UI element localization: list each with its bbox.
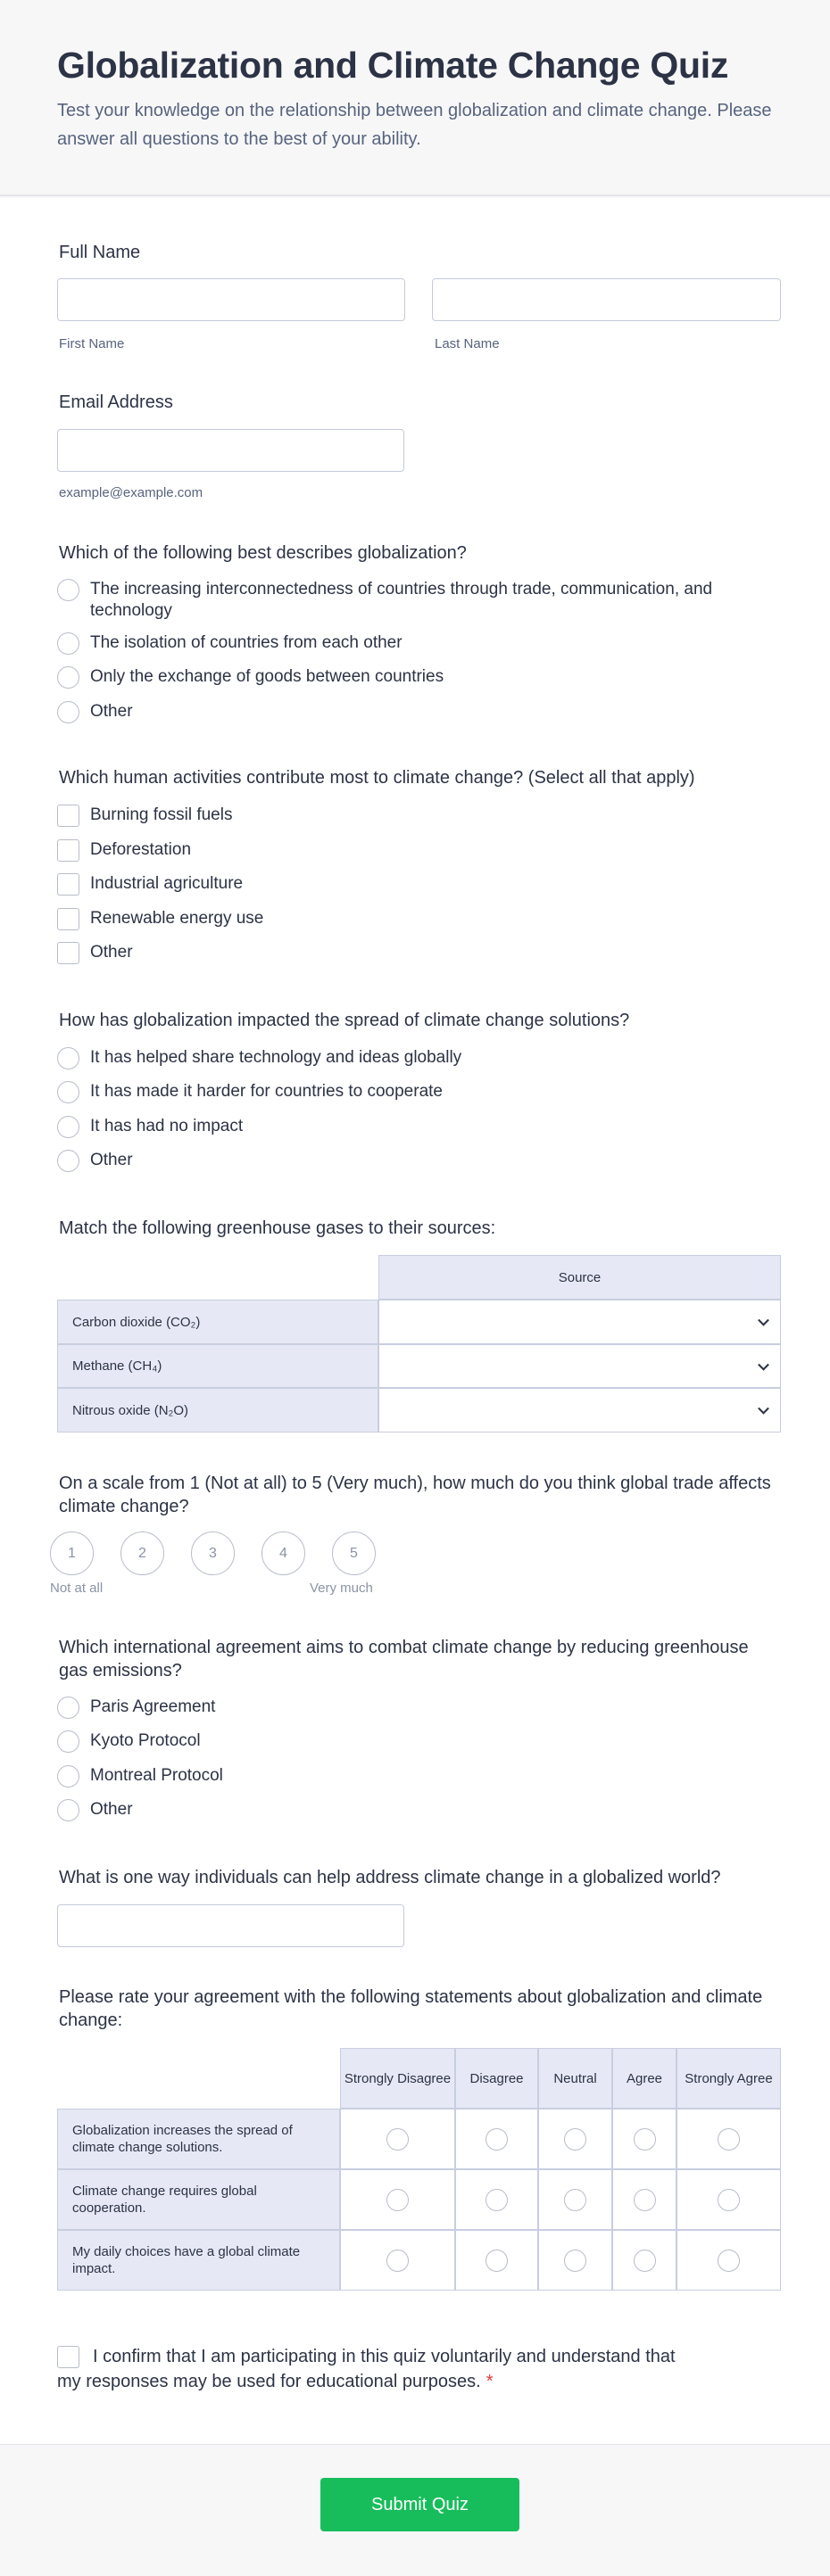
q3-option[interactable] bbox=[57, 1081, 443, 1103]
q3-question: How has globalization impacted the spread of climate change solutions? bbox=[59, 1011, 630, 1030]
matrix-cell[interactable] bbox=[340, 2109, 455, 2169]
scale-option-4[interactable]: 4 bbox=[261, 1532, 305, 1575]
q6-option-label: Kyoto Protocol bbox=[90, 1731, 201, 1750]
radio-button[interactable] bbox=[634, 2189, 656, 2211]
q1-option-label: The increasing interconnectedness of countries through trade, communication, and technology bbox=[90, 580, 713, 620]
matrix-cell[interactable] bbox=[612, 2169, 676, 2230]
q6-option[interactable] bbox=[57, 1697, 215, 1719]
chevron-down-icon bbox=[758, 1358, 769, 1370]
radio-button[interactable] bbox=[564, 2189, 586, 2211]
matrix-row-label: Carbon dioxide (CO₂) bbox=[57, 1300, 378, 1344]
checkbox[interactable] bbox=[57, 908, 79, 930]
checkbox[interactable] bbox=[57, 805, 79, 827]
radio-button[interactable] bbox=[386, 2250, 409, 2272]
radio-button[interactable] bbox=[57, 632, 79, 655]
matrix-cell[interactable] bbox=[538, 2230, 612, 2291]
radio-button[interactable] bbox=[564, 2250, 586, 2272]
radio-button[interactable] bbox=[57, 1799, 79, 1821]
q3-option-label: It has helped share technology and ideas globally bbox=[90, 1048, 462, 1067]
q3-option-label: It has had no impact bbox=[90, 1117, 244, 1135]
q2-option[interactable] bbox=[57, 942, 133, 964]
last-name-input[interactable] bbox=[432, 278, 781, 321]
q2-option-label: Deforestation bbox=[90, 840, 192, 859]
matrix-cell[interactable] bbox=[612, 2230, 676, 2291]
required-marker: * bbox=[486, 2372, 494, 2391]
q3-option[interactable] bbox=[57, 1047, 461, 1069]
q6-option[interactable] bbox=[57, 1765, 223, 1788]
q1-option[interactable] bbox=[57, 579, 751, 622]
scale-option-1[interactable]: 1 bbox=[50, 1532, 94, 1575]
matrix-column-header: Agree bbox=[612, 2048, 676, 2109]
q7-answer-input[interactable] bbox=[57, 1904, 404, 1947]
matrix-cell[interactable] bbox=[340, 2169, 455, 2230]
scale-option-2[interactable]: 2 bbox=[120, 1532, 164, 1575]
radio-button[interactable] bbox=[718, 2189, 740, 2211]
source-dropdown[interactable] bbox=[378, 1300, 781, 1344]
q1-option[interactable] bbox=[57, 701, 133, 723]
checkbox[interactable] bbox=[57, 942, 79, 964]
q2-option-label: Burning fossil fuels bbox=[90, 805, 233, 824]
radio-button[interactable] bbox=[564, 2128, 586, 2151]
first-name-sublabel: First Name bbox=[59, 336, 125, 351]
source-dropdown[interactable] bbox=[378, 1344, 781, 1388]
source-dropdown[interactable] bbox=[378, 1388, 781, 1432]
q6-option[interactable] bbox=[57, 1799, 133, 1821]
radio-button[interactable] bbox=[718, 2128, 740, 2151]
q8-question: Please rate your agreement with the following statements about globalization and climate change: bbox=[59, 1987, 763, 2030]
chevron-down-icon bbox=[758, 1315, 769, 1326]
matrix-column-header: Strongly Agree bbox=[676, 2048, 781, 2109]
q6-option-label: Montreal Protocol bbox=[90, 1766, 223, 1785]
q6-option-label: Other bbox=[90, 1800, 133, 1819]
q2-option-label: Other bbox=[90, 943, 133, 962]
radio-button[interactable] bbox=[57, 579, 79, 601]
matrix-row-label: Nitrous oxide (N₂O) bbox=[57, 1388, 378, 1432]
matrix-cell[interactable] bbox=[455, 2109, 538, 2169]
q6-question: Which international agreement aims to combat climate change by reducing greenhouse gas emissions? bbox=[59, 1638, 749, 1680]
checkbox[interactable] bbox=[57, 873, 79, 896]
q1-option-label: The isolation of countries from each other bbox=[90, 633, 403, 652]
radio-button[interactable] bbox=[57, 1730, 79, 1753]
scale-option-3[interactable]: 3 bbox=[191, 1532, 235, 1575]
checkbox[interactable] bbox=[57, 839, 79, 862]
first-name-input[interactable] bbox=[57, 278, 405, 321]
matrix-cell[interactable] bbox=[455, 2169, 538, 2230]
q5-question: On a scale from 1 (Not at all) to 5 (Very much), how much do you think global trade affects climate change? bbox=[59, 1474, 771, 1516]
q2-option[interactable] bbox=[57, 908, 263, 930]
page-subtitle: Test your knowledge on the relationship between globalization and climate change. Please answer all questions to the best of your ability. bbox=[57, 101, 772, 149]
q6-option-label: Paris Agreement bbox=[90, 1697, 216, 1716]
q4-question: Match the following greenhouse gases to their sources: bbox=[59, 1218, 496, 1238]
scale-option-5[interactable]: 5 bbox=[332, 1532, 376, 1575]
q2-option[interactable] bbox=[57, 805, 232, 827]
q3-option[interactable] bbox=[57, 1116, 243, 1138]
q3-option[interactable] bbox=[57, 1150, 133, 1172]
matrix-cell[interactable] bbox=[538, 2169, 612, 2230]
submit-button[interactable]: Submit Quiz bbox=[320, 2478, 519, 2531]
matrix-cell[interactable] bbox=[676, 2109, 781, 2169]
chevron-down-icon bbox=[758, 1403, 769, 1415]
radio-button[interactable] bbox=[634, 2128, 656, 2151]
matrix-cell[interactable] bbox=[676, 2230, 781, 2291]
matrix-row-label: My daily choices have a global climate impact. bbox=[57, 2230, 340, 2291]
scale-min-label: Not at all bbox=[50, 1581, 104, 1596]
radio-button[interactable] bbox=[718, 2250, 740, 2272]
q2-question: Which human activities contribute most to climate change? (Select all that apply) bbox=[59, 768, 695, 788]
radio-button[interactable] bbox=[57, 1697, 79, 1719]
email-input[interactable] bbox=[57, 429, 404, 472]
q1-option-label: Other bbox=[90, 702, 133, 721]
q3-option-label: Other bbox=[90, 1151, 133, 1169]
email-sublabel: example@example.com bbox=[59, 485, 203, 500]
matrix-column-header: Disagree bbox=[455, 2048, 538, 2109]
matrix-cell[interactable] bbox=[538, 2109, 612, 2169]
q1-option[interactable] bbox=[57, 632, 403, 655]
radio-button[interactable] bbox=[486, 2250, 508, 2272]
matrix-cell[interactable] bbox=[455, 2230, 538, 2291]
confirm-text: I confirm that I am participating in this quiz voluntarily and understand that my responses may be used for educational purposes. bbox=[57, 2347, 676, 2391]
radio-button[interactable] bbox=[486, 2189, 508, 2211]
q2-option-label: Industrial agriculture bbox=[90, 874, 244, 893]
radio-button[interactable] bbox=[57, 1765, 79, 1788]
matrix-row-label: Methane (CH₄) bbox=[57, 1344, 378, 1388]
q1-question: Which of the following best describes globalization? bbox=[59, 543, 467, 563]
radio-button[interactable] bbox=[386, 2128, 409, 2151]
q6-option[interactable] bbox=[57, 1730, 201, 1753]
matrix-cell[interactable] bbox=[340, 2230, 455, 2291]
q2-option[interactable] bbox=[57, 839, 191, 862]
q2-option[interactable] bbox=[57, 873, 243, 896]
radio-button[interactable] bbox=[57, 1150, 79, 1172]
radio-button[interactable] bbox=[57, 1081, 79, 1103]
radio-button[interactable] bbox=[57, 701, 79, 723]
matrix-row-label: Climate change requires global cooperation. bbox=[57, 2169, 340, 2230]
q1-option-label: Only the exchange of goods between countries bbox=[90, 667, 444, 686]
matrix-column-header: Source bbox=[378, 1255, 781, 1300]
q2-option-label: Renewable energy use bbox=[90, 909, 264, 928]
form-header bbox=[0, 0, 830, 196]
radio-button[interactable] bbox=[57, 1116, 79, 1138]
radio-button[interactable] bbox=[57, 666, 79, 689]
full-name-label: Full Name bbox=[59, 243, 141, 262]
page-title: Globalization and Climate Change Quiz bbox=[57, 45, 729, 86]
confirm-label bbox=[57, 2344, 700, 2394]
email-label: Email Address bbox=[59, 392, 173, 412]
matrix-row-label: Globalization increases the spread of climate change solutions. bbox=[57, 2109, 340, 2169]
matrix-cell[interactable] bbox=[676, 2169, 781, 2230]
radio-button[interactable] bbox=[57, 1047, 79, 1069]
q7-question: What is one way individuals can help address climate change in a globalized world? bbox=[59, 1868, 721, 1887]
q1-option[interactable] bbox=[57, 666, 444, 689]
radio-button[interactable] bbox=[486, 2128, 508, 2151]
radio-button[interactable] bbox=[634, 2250, 656, 2272]
scale-max-label: Very much bbox=[310, 1581, 373, 1596]
matrix-cell[interactable] bbox=[612, 2109, 676, 2169]
q3-option-label: It has made it harder for countries to cooperate bbox=[90, 1082, 443, 1101]
matrix-column-header: Strongly Disagree bbox=[340, 2048, 455, 2109]
matrix-column-header: Neutral bbox=[538, 2048, 612, 2109]
last-name-sublabel: Last Name bbox=[435, 336, 500, 351]
radio-button[interactable] bbox=[386, 2189, 409, 2211]
